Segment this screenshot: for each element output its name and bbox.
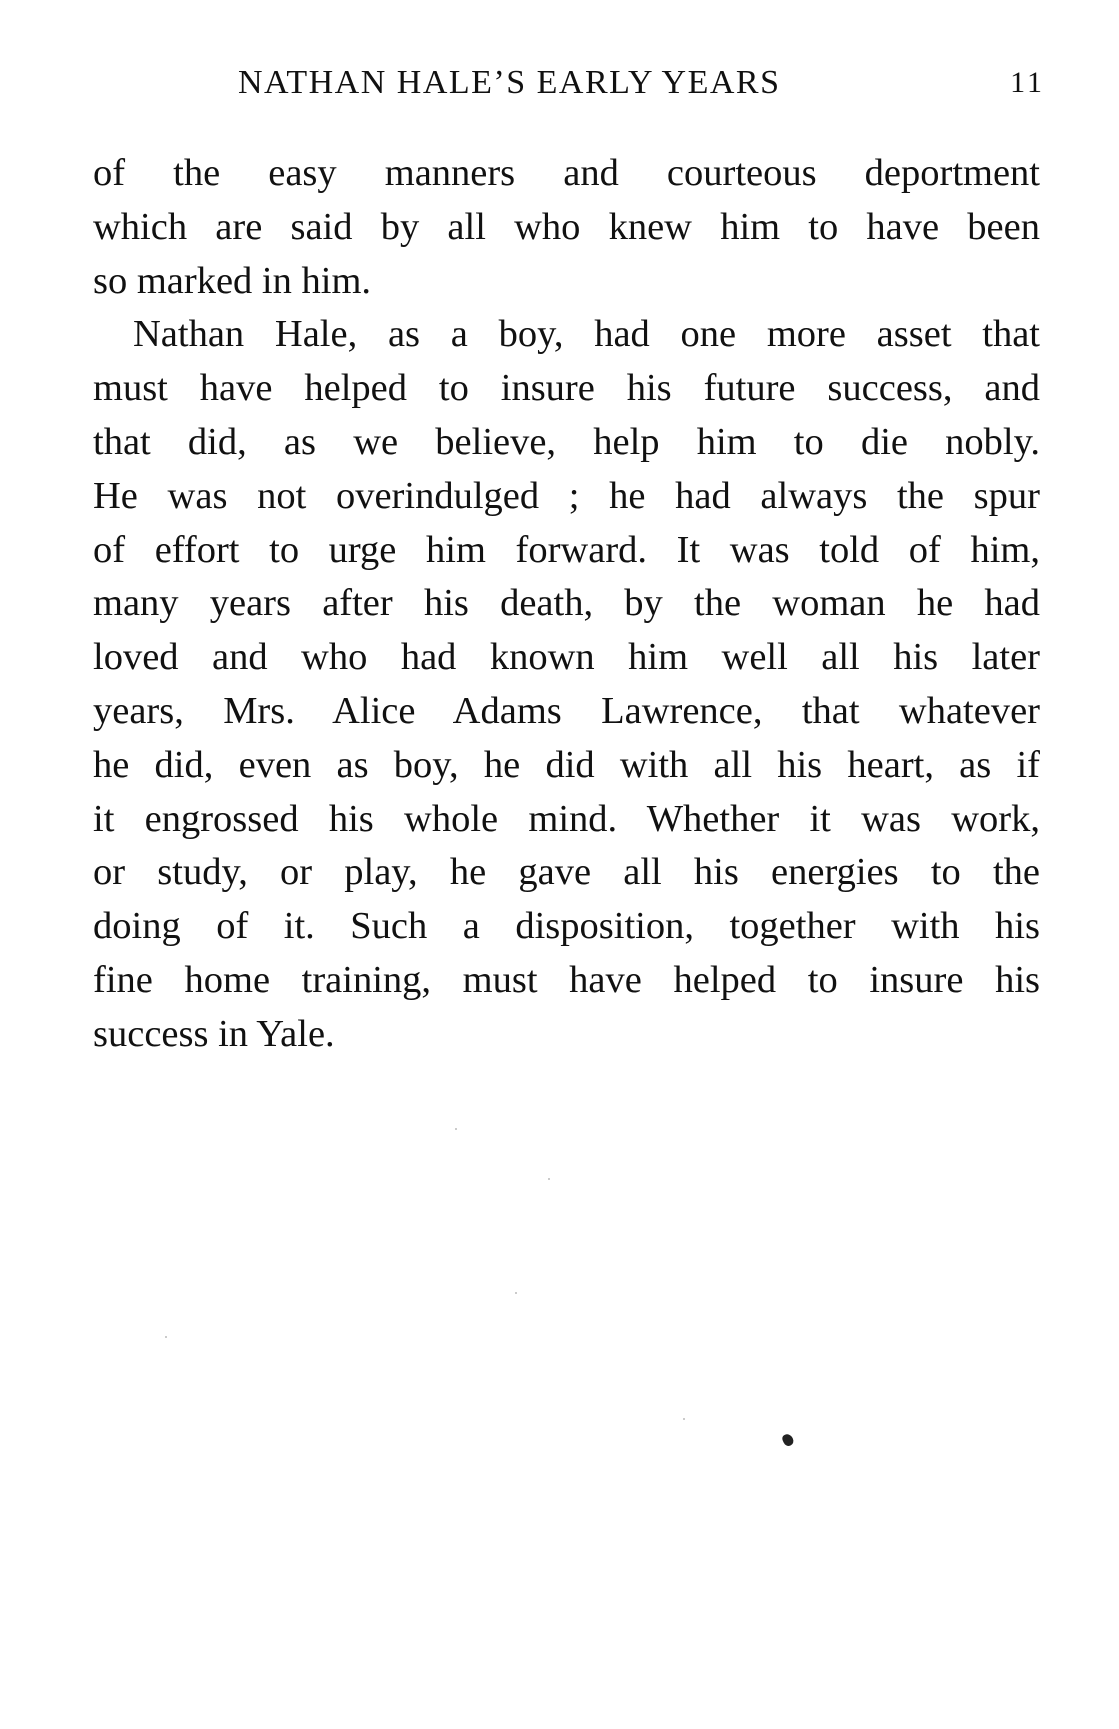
text-line: he did, even as boy, he did with all his heart, as if bbox=[93, 743, 1040, 786]
text-line: which are said by all who knew him to have been bbox=[93, 205, 1040, 248]
text-line: or study, or play, he gave all his energies to the bbox=[93, 851, 1040, 894]
text-line: fine home training, must have helped to insure his bbox=[93, 958, 1040, 1001]
text-line: Nathan Hale, as a boy, had one more asset that bbox=[133, 313, 1040, 356]
text-line: loved and who had known him well all his later bbox=[93, 636, 1040, 679]
text-line: doing of it. Such a disposition, together with his bbox=[93, 905, 1040, 948]
body-text bbox=[93, 147, 1040, 1062]
ink-blot bbox=[781, 1432, 795, 1447]
running-head bbox=[88, 58, 1045, 108]
running-title: NATHAN HALE’S EARLY YEARS bbox=[238, 64, 781, 101]
text-line: years, Mrs. Alice Adams Lawrence, that whatever bbox=[93, 689, 1040, 732]
text-line: it engrossed his whole mind. Whether it was work, bbox=[93, 797, 1040, 840]
paper-speck bbox=[548, 1178, 550, 1180]
paper-speck bbox=[165, 1336, 167, 1338]
text-line: of effort to urge him forward. It was told of him, bbox=[93, 528, 1040, 571]
text-line: must have helped to insure his future success, and bbox=[93, 367, 1040, 410]
text-line: so marked in him. bbox=[93, 259, 372, 302]
paragraph-1 bbox=[93, 147, 1040, 308]
paragraph-2 bbox=[93, 308, 1040, 1061]
text-line: He was not overindulged ; he had always the spur bbox=[93, 474, 1040, 517]
text-line: of the easy manners and courteous deportment bbox=[93, 152, 1040, 194]
page-number: 11 bbox=[1010, 66, 1045, 99]
text-line: many years after his death, by the woman he had bbox=[93, 582, 1040, 625]
text-line: success in Yale. bbox=[93, 1012, 335, 1055]
paper-speck bbox=[515, 1292, 517, 1294]
paper-speck bbox=[683, 1418, 685, 1420]
paper-speck bbox=[455, 1128, 457, 1130]
text-line: that did, as we believe, help him to die nobly. bbox=[93, 420, 1040, 463]
